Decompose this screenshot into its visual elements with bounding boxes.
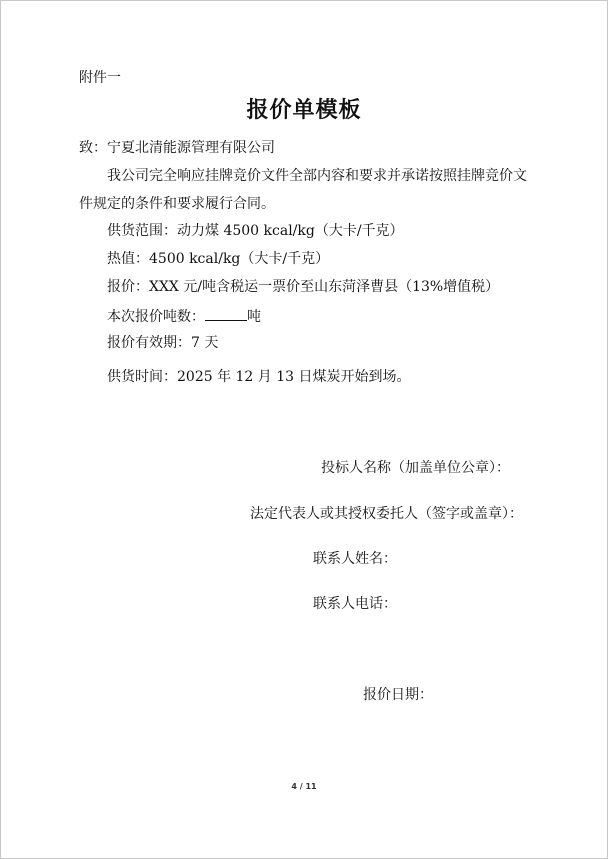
attachment-label: 附件一 xyxy=(79,70,121,86)
intro-line-1: 我公司完全响应挂牌竞价文件全部内容和要求并承诺按照挂牌竞价文 xyxy=(107,168,527,184)
contact-name-line: 联系人姓名： xyxy=(313,551,397,567)
recipient-line: 致：宁夏北清能源管理有限公司 xyxy=(79,140,275,156)
supply-scope-line: 供货范围：动力煤 4500 kcal/kg（大卡/千克） xyxy=(107,223,404,239)
bidder-name-line: 投标人名称（加盖单位公章）： xyxy=(321,460,510,476)
delivery-time-line: 供货时间：2025 年 12 月 13 日煤炭开始到场。 xyxy=(107,369,411,385)
intro-line-2: 件规定的条件和要求履行合同。 xyxy=(79,196,275,212)
contact-phone-line: 联系人电话： xyxy=(313,596,397,612)
validity-line: 报价有效期：7 天 xyxy=(107,335,219,351)
quote-date-line: 报价日期： xyxy=(363,687,433,703)
document-title: 报价单模板 xyxy=(246,97,362,123)
tonnage-blank xyxy=(205,306,247,321)
tonnage-line xyxy=(107,306,261,326)
heat-value-line: 热值：4500 kcal/kg（大卡/千克） xyxy=(107,251,330,267)
tonnage-label: 本次报价吨数： xyxy=(107,309,205,325)
legal-rep-line: 法定代表人或其授权委托人（签字或盖章）： xyxy=(250,506,523,522)
price-line: 报价：XXX 元/吨含税运一票价至山东菏泽曹县（13%增值税） xyxy=(107,279,500,295)
tonnage-unit: 吨 xyxy=(247,309,261,325)
page-indicator: 4 / 11 xyxy=(291,782,317,791)
